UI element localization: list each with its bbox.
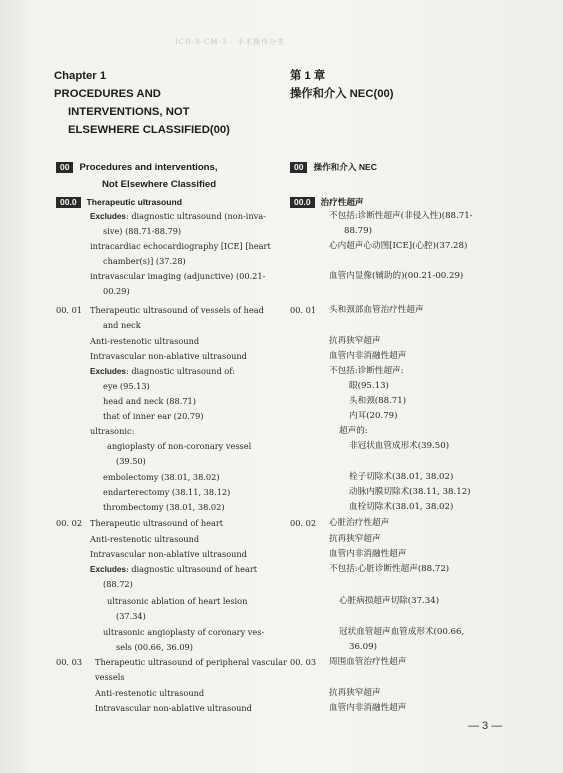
excludes-line: Excludes: diagnostic ultrasound (non-inva- [90, 211, 266, 221]
section-00-heading-zh: 00 操作和介入 NEC [290, 162, 377, 173]
code-00-02: 00. 02 [56, 518, 83, 528]
text-line: 非冠状血管成形术(39.50) [349, 441, 450, 451]
code-box-000: 00.0 [290, 197, 315, 208]
text-line: intracardiac echocardiography [ICE] [heart [90, 241, 271, 251]
text-line: Anti-restenotic ultrasound [90, 534, 200, 544]
text-line: 栓子切除术(38.01, 38.02) [349, 472, 454, 482]
text-line: sive) (88.71-88.79) [103, 226, 182, 236]
text-line: 不包括:诊断性超声(非侵入性)(88.71- [329, 211, 473, 221]
text-line: endarterectomy (38.11, 38.12) [103, 487, 231, 497]
code-00-03: 00. 03 [290, 657, 317, 667]
chapter-heading-zh: 操作和介入 NEC(00) [290, 88, 394, 100]
text-line: 血管内非消融性超声 [329, 351, 407, 361]
text-line: thrombectomy (38.01, 38.02) [103, 502, 225, 512]
code-box-00: 00 [56, 162, 73, 173]
text-line: 36.09) [349, 642, 377, 652]
text-line: 内耳(20.79) [349, 411, 398, 421]
text-line: 不包括:心脏诊断性超声(88.72) [329, 564, 450, 574]
text-line: angioplasty of non-coronary vessel [107, 441, 252, 451]
text-line: 动脉内膜切除术(38.11, 38.12) [349, 487, 471, 497]
excludes-line: Excludes: diagnostic ultrasound of heart [90, 564, 258, 574]
subsection-000-heading: 00.0 Therapeutic ultrasound [56, 197, 182, 208]
text-line: 抗再狭窄超声 [329, 688, 381, 698]
excludes-line: Excludes: diagnostic ultrasound of: [90, 366, 236, 376]
text-line: 心脏治疗性超声 [329, 518, 390, 528]
text-line: 冠状血管超声血管成形术(00.66, [339, 627, 465, 637]
text-line: Intravascular non-ablative ultrasound [90, 549, 247, 559]
text-line: intravascular imaging (adjunctive) (00.21- [90, 271, 266, 281]
text-line: sels (00.66, 36.09) [116, 642, 193, 652]
text-line: that of inner ear (20.79) [103, 411, 204, 421]
text-line: (88.72) [103, 579, 133, 589]
chapter-heading-line-1: PROCEDURES AND [54, 88, 161, 100]
text-line: 头和颈(88.71) [349, 396, 407, 406]
text-line: vessels [95, 672, 125, 682]
text-line: Anti-restenotic ultrasound [95, 688, 205, 698]
chapter-heading-line-2: INTERVENTIONS, NOT [68, 106, 190, 118]
text-line: 血栓切除术(38.01, 38.02) [349, 502, 454, 512]
text-line: 血管内非消融性超声 [329, 549, 407, 559]
text-line: eye (95.13) [103, 381, 150, 391]
text-line: 心内超声心动图[ICE](心腔)(37.28) [329, 241, 468, 251]
section-00-heading: 00 Procedures and interventions, [56, 162, 218, 173]
text-line: Therapeutic ultrasound of vessels of head [90, 305, 264, 315]
code-00-01: 00. 01 [56, 305, 83, 315]
text-line: (37.34) [116, 611, 146, 621]
text-line: 血管内非消融性超声 [329, 703, 407, 713]
text-line: 头和颈部血管治疗性超声 [329, 305, 424, 315]
text-line: 眼(95.13) [349, 381, 389, 391]
text-line: ultrasonic angioplasty of coronary ves- [103, 627, 265, 637]
text-line: 抗再狭窄超声 [329, 534, 381, 544]
text-line: ultrasonic: [90, 426, 135, 436]
subsection-000-heading-zh: 00.0 治疗性超声 [290, 197, 364, 208]
text-line: head and neck (88.71) [103, 396, 196, 406]
text-line: ultrasonic ablation of heart lesion [107, 596, 248, 606]
text-line: 不包括:诊断性超声: [329, 366, 404, 376]
code-box-00: 00 [290, 162, 307, 173]
text-line: embolectomy (38.01, 38.02) [103, 472, 220, 482]
text-line: Intravascular non-ablative ultrasound [90, 351, 247, 361]
text-line: Anti-restenotic ultrasound [90, 336, 200, 346]
text-line: 超声的: [339, 426, 368, 436]
text-line: (39.50) [116, 456, 146, 466]
chapter-label-zh: 第 1 章 [290, 70, 326, 82]
code-00-01: 00. 01 [290, 305, 317, 315]
chapter-label: Chapter 1 [54, 70, 107, 82]
text-line: Therapeutic ultrasound of peripheral vascular [95, 657, 287, 667]
text-line: 周围血管治疗性超声 [329, 657, 407, 667]
code-00-03: 00. 03 [56, 657, 83, 667]
section-00-heading-line-2: Not Elsewhere Classified [102, 179, 217, 190]
code-box-000: 00.0 [56, 197, 81, 208]
text-line: 00.29) [103, 286, 130, 296]
page-number: — 3 — [468, 720, 503, 732]
text-line: chamber(s)] (37.28) [103, 256, 186, 266]
text-line: 心脏病损超声切除(37.34) [339, 596, 440, 606]
text-line: Intravascular non-ablative ultrasound [95, 703, 252, 713]
text-line: and neck [103, 320, 141, 330]
text-line: 抗再狭窄超声 [329, 336, 381, 346]
chapter-heading-line-3: ELSEWHERE CLASSIFIED(00) [68, 124, 230, 136]
code-00-02: 00. 02 [290, 518, 317, 528]
text-line: Therapeutic ultrasound of heart [90, 518, 224, 528]
show-through-header: ICD-9-CM-3 · 手术操作分类 [175, 38, 286, 46]
text-line: 88.79) [344, 226, 372, 236]
text-line: 血管内显像(辅助的)(00.21-00.29) [329, 271, 464, 281]
